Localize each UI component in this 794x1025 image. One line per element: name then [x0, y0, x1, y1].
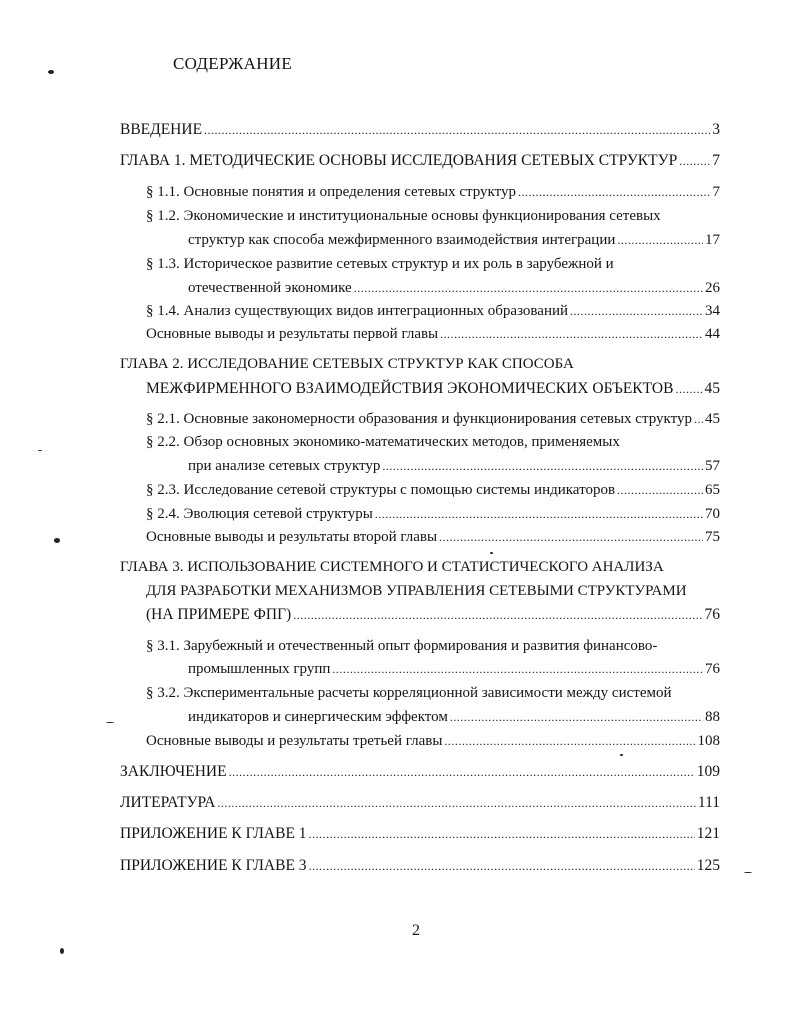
toc-entry-section-3-1[interactable] — [188, 661, 720, 678]
dot-leader — [450, 709, 703, 726]
toc-entry-section-2-3[interactable] — [146, 482, 720, 499]
dot-leader — [354, 280, 703, 297]
dot-leader — [382, 458, 703, 475]
toc-entry-section-1-4[interactable] — [146, 303, 720, 320]
toc-entry-conclusion[interactable] — [120, 763, 720, 781]
toc-entry-chapter-3-line2[interactable]: ДЛЯ РАЗРАБОТКИ МЕХАНИЗМОВ УПРАВЛЕНИЯ СЕТЕВЫМИ СТРУКТУРАМИ — [146, 583, 687, 599]
toc-entry-section-1-2-line1[interactable]: § 1.2. Экономические и институциональные основы функционирования сетевых — [146, 208, 661, 224]
scan-speck — [106, 722, 114, 723]
toc-entry-page: 34 — [705, 303, 720, 319]
toc-entry-text: МЕЖФИРМЕННОГО ВЗАИМОДЕЙСТВИЯ ЭКОНОМИЧЕСКИХ ОБЪЕКТОВ — [146, 380, 674, 397]
toc-entry-text: отечественной экономике — [188, 280, 352, 296]
toc-entry-text: ПРИЛОЖЕНИЕ К ГЛАВЕ 1 — [120, 825, 307, 842]
scan-speck — [744, 872, 752, 873]
toc-entry-text: ПРИЛОЖЕНИЕ К ГЛАВЕ 3 — [120, 857, 307, 874]
toc-entry-page: 121 — [696, 825, 720, 842]
toc-entry-appendix-3[interactable] — [120, 857, 720, 875]
dot-leader — [440, 326, 703, 343]
toc-entry-page: 109 — [696, 763, 720, 780]
dot-leader — [293, 607, 702, 624]
dot-leader — [617, 232, 703, 249]
scan-speck — [490, 552, 493, 554]
dot-leader — [204, 122, 710, 139]
toc-entry-chapter-2-conclusions[interactable] — [146, 529, 720, 546]
toc-entry-page: 7 — [712, 152, 720, 169]
toc-entry-chapter-3-line1[interactable]: ГЛАВА 3. ИСПОЛЬЗОВАНИЕ СИСТЕМНОГО И СТАТИСТИЧЕСКОГО АНАЛИЗА — [120, 559, 664, 575]
toc-entry-section-2-4[interactable] — [146, 506, 720, 523]
toc-entry-section-2-2-line1[interactable]: § 2.2. Обзор основных экономико-математических методов, применяемых — [146, 434, 620, 450]
toc-entry-page: 3 — [712, 121, 720, 138]
toc-entry-text: Основные выводы и результаты первой главы — [146, 326, 439, 342]
dot-leader — [694, 411, 703, 428]
toc-entry-text: промышленных групп — [188, 661, 331, 677]
dot-leader — [439, 529, 703, 546]
toc-entry-section-3-1-line1[interactable]: § 3.1. Зарубежный и отечественный опыт формирования и развития финансово- — [146, 638, 658, 654]
page-number: 2 — [412, 922, 420, 939]
toc-entry-section-3-2[interactable] — [188, 709, 720, 726]
scan-speck — [48, 70, 54, 74]
toc-entry-appendix-1[interactable] — [120, 825, 720, 843]
toc-entry-page: 75 — [705, 529, 720, 545]
dot-leader — [375, 506, 703, 523]
toc-entry-section-1-3[interactable] — [188, 280, 720, 297]
toc-entry-text: индикаторов и синергическим эффектом — [188, 709, 448, 725]
toc-entry-section-2-2[interactable] — [188, 458, 720, 475]
toc-entry-text: Основные выводы и результаты третьей главы — [146, 733, 443, 749]
toc-entry-chapter-3[interactable] — [146, 606, 720, 624]
toc-entry-text: ЛИТЕРАТУРА — [120, 794, 216, 811]
dot-leader — [309, 858, 695, 875]
toc-entry-text: ЗАКЛЮЧЕНИЕ — [120, 763, 227, 780]
toc-entry-text: § 2.3. Исследование сетевой структуры с помощью системы индикаторов — [146, 482, 616, 498]
toc-entry-introduction[interactable] — [120, 121, 720, 139]
toc-entry-page: 108 — [697, 733, 720, 749]
page-title: СОДЕРЖАНИЕ — [173, 54, 293, 73]
scan-speck — [54, 538, 60, 543]
toc-entry-text: § 2.4. Эволюция сетевой структуры — [146, 506, 373, 522]
toc-entry-page: 65 — [705, 482, 720, 498]
dot-leader — [570, 303, 703, 320]
toc-entry-references[interactable] — [120, 794, 720, 812]
toc-entry-chapter-2-line1[interactable]: ГЛАВА 2. ИССЛЕДОВАНИЕ СЕТЕВЫХ СТРУКТУР КАК СПОСОБА — [120, 356, 574, 372]
toc-entry-text: структур как способа межфирменного взаимодействия интеграции — [188, 232, 616, 248]
dot-leader — [217, 795, 696, 812]
toc-entry-text: при анализе сетевых структур — [188, 458, 381, 474]
toc-entry-chapter-1-conclusions[interactable] — [146, 326, 720, 343]
toc-entry-chapter-2[interactable] — [146, 380, 720, 398]
toc-entry-page: 26 — [705, 280, 720, 296]
toc-entry-page: 111 — [697, 794, 720, 811]
toc-entry-section-2-1[interactable] — [146, 411, 720, 428]
toc-entry-text: (НА ПРИМЕРЕ ФПГ) — [146, 606, 292, 623]
dot-leader — [332, 661, 703, 678]
toc-entry-section-1-2[interactable] — [188, 232, 720, 249]
scan-speck — [38, 450, 42, 451]
toc-entry-page: 17 — [705, 232, 720, 248]
scan-speck — [60, 948, 64, 954]
toc-entry-page: 88 — [705, 709, 720, 725]
toc-entry-section-1-3-line1[interactable]: § 1.3. Историческое развитие сетевых структур и их роль в зарубежной и — [146, 256, 614, 272]
toc-entry-section-1-1[interactable] — [146, 184, 720, 201]
dot-leader — [679, 153, 710, 170]
toc-entry-text: Основные выводы и результаты второй главы — [146, 529, 438, 545]
dot-leader — [444, 733, 695, 750]
toc-entry-page: 70 — [705, 506, 720, 522]
dot-leader — [675, 381, 702, 398]
dot-leader — [518, 184, 711, 201]
dot-leader — [617, 482, 703, 499]
toc-entry-page: 44 — [705, 326, 720, 342]
toc-entry-page: 76 — [704, 606, 720, 623]
toc-entry-page: 57 — [705, 458, 720, 474]
toc-entry-chapter-3-conclusions[interactable] — [146, 733, 720, 750]
toc-entry-text: § 1.1. Основные понятия и определения сетевых структур — [146, 184, 516, 200]
toc-entry-page: 7 — [712, 184, 720, 200]
toc-entry-page: 45 — [704, 380, 720, 397]
toc-entry-chapter-1[interactable] — [120, 152, 720, 170]
scan-speck — [620, 754, 623, 756]
toc-entry-text: ГЛАВА 1. МЕТОДИЧЕСКИЕ ОСНОВЫ ИССЛЕДОВАНИЯ СЕТЕВЫХ СТРУКТУР — [120, 152, 678, 169]
toc-entry-section-3-2-line1[interactable]: § 3.2. Экспериментальные расчеты корреляционной зависимости между системой — [146, 685, 672, 701]
toc-entry-page: 125 — [696, 857, 720, 874]
toc-entry-text: § 2.1. Основные закономерности образования и функционирования сетевых структур — [146, 411, 692, 427]
dot-leader — [309, 826, 695, 843]
toc-entry-page: 45 — [705, 411, 720, 427]
toc-entry-text: § 1.4. Анализ существующих видов интеграционных образований — [146, 303, 569, 319]
dot-leader — [229, 764, 695, 781]
toc-entry-page: 76 — [705, 661, 720, 677]
toc-entry-text: ВВЕДЕНИЕ — [120, 121, 203, 138]
